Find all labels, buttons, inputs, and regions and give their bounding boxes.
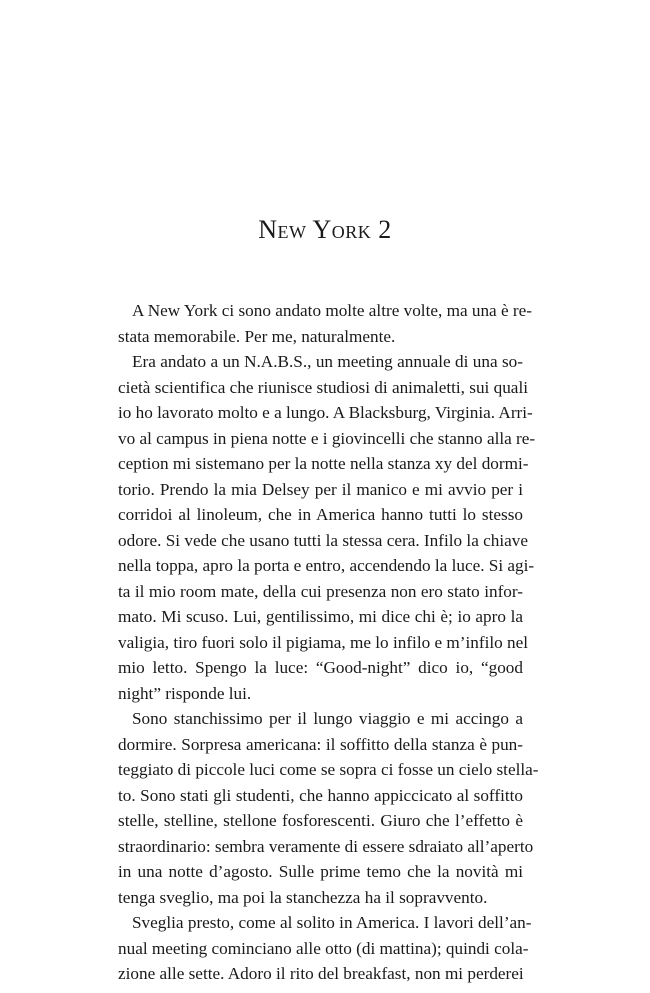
text-line: mato. Mi scuso. Lui, gentilissimo, mi dice chi è; io apro la bbox=[118, 607, 523, 626]
text-line: ception mi sistemano per la notte nella stanza xy del dormi- bbox=[118, 454, 529, 473]
text-line: in una notte d’agosto. Sulle prime temo che la novità mi bbox=[118, 862, 523, 881]
text-line: stata memorabile. Per me, naturalmente. bbox=[118, 326, 396, 346]
text-line: Sveglia presto, come al solito in America. I lavori dell’an- bbox=[132, 913, 532, 932]
text-line: mio letto. Spengo la luce: “Good-night” dico io, “good bbox=[118, 658, 523, 677]
chapter-title: New York 2 bbox=[258, 215, 392, 244]
text-line: A New York ci sono andato molte altre volte, ma una è re- bbox=[132, 301, 532, 320]
text-line: nella toppa, apro la porta e entro, accendendo la luce. Si agi- bbox=[118, 556, 535, 575]
text-line: teggiato di piccole luci come se sopra ci fosse un cielo stella- bbox=[118, 760, 539, 779]
text-line: cietà scientifica che riunisce studiosi di animaletti, sui quali bbox=[118, 377, 528, 397]
text-line: io ho lavorato molto e a lungo. A Blacksburg, Virginia. Arri- bbox=[118, 403, 533, 422]
text-line: odore. Si vede che usano tutti la stessa cera. Infilo la chiave bbox=[118, 530, 528, 550]
text-line: straordinario: sembra veramente di essere sdraiato all’aperto bbox=[118, 836, 534, 856]
text-line: Sono stanchissimo per il lungo viaggio e mi accingo a bbox=[132, 709, 523, 728]
text-line: tenga sveglio, ma poi la stanchezza ha il sopravvento. bbox=[118, 887, 488, 907]
text-line: zione alle sette. Adoro il rito del breakfast, non mi perderei bbox=[118, 964, 524, 983]
text-line: ta il mio room mate, della cui presenza non ero stato infor- bbox=[118, 581, 523, 601]
text-line: stelle, stelline, stellone fosforescenti. Giuro che l’effetto è bbox=[118, 811, 523, 830]
text-line: nual meeting cominciano alle otto (di mattina); quindi cola- bbox=[118, 938, 529, 958]
text-line: Era andato a un N.A.B.S., un meeting annuale di una so- bbox=[132, 352, 523, 371]
text-line: dormire. Sorpresa americana: il soffitto della stanza è pun- bbox=[118, 734, 523, 754]
text-line: torio. Prendo la mia Delsey per il manico e mi avvio per i bbox=[118, 479, 523, 499]
text-line: valigia, tiro fuori solo il pigiama, me lo infilo e m’infilo nel bbox=[118, 632, 529, 652]
text-line: corridoi al linoleum, che in America hanno tutti lo stesso bbox=[118, 505, 523, 524]
text-line: vo al campus in piena notte e i giovincelli che stanno alla re- bbox=[118, 428, 536, 448]
text-line: to. Sono stati gli studenti, che hanno appiccicato al soffitto bbox=[118, 785, 523, 805]
chapter-body bbox=[118, 298, 539, 987]
text-line: night” risponde lui. bbox=[118, 683, 252, 703]
